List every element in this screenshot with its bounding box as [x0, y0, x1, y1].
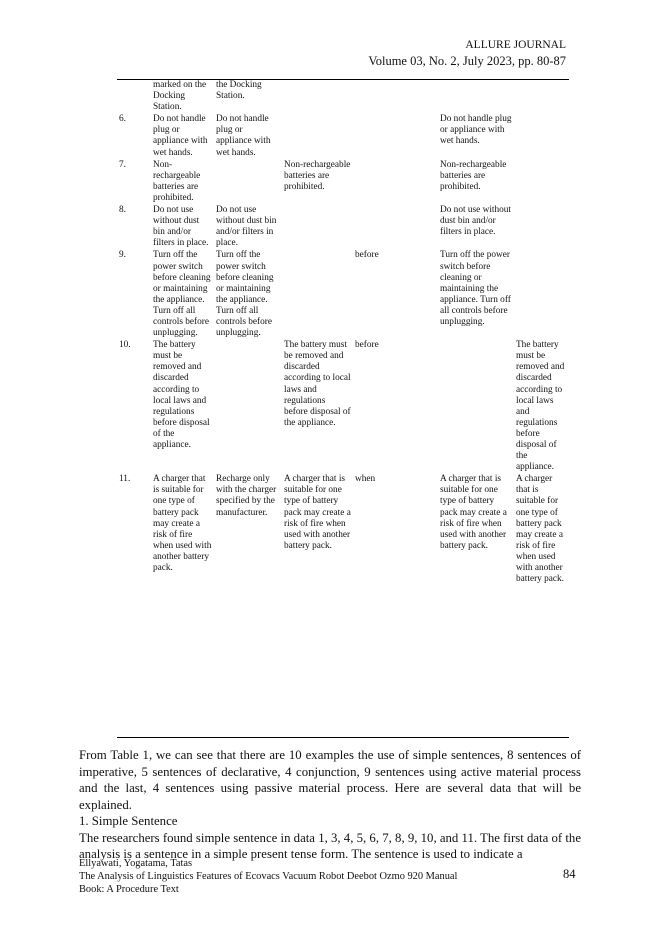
footer-authors: Ellyawati, Yogatama, Tatas [79, 858, 193, 869]
paragraph-summary: From Table 1, we can see that there are 10 examples the use of simple sentences, 8 sentences of imperative, 5 sentences of declarative, 4 conjunction, 9 sentences using active material process and the last, 4 sentences using passive material process. Here are several data that will be explained. [79, 748, 581, 812]
table-cell: Do not use without dust bin and/or filters in place. [153, 205, 209, 249]
paragraph-simple-sentence: The researchers found simple sentence in data 1, 3, 4, 5, 6, 7, 8, 9, 10, and 11. The first data of the analysis is a sentence in a simple present tense form. The sentence is used to indicate a [79, 830, 581, 861]
table-cell: Recharge only with the charger specified by the manufacturer. [216, 474, 277, 518]
table-cell: Turn off the power switch before cleaning or maintaining the appliance. Turn off all controls before unplugging. [216, 250, 274, 339]
table-row [117, 340, 569, 474]
table-cell [438, 340, 514, 474]
table-cell [282, 114, 353, 159]
row-number: 7. [119, 159, 126, 170]
body-text [79, 747, 581, 863]
table-cell [514, 114, 569, 159]
table-cell [514, 80, 569, 114]
table-cell: before [355, 250, 379, 261]
table-cell [514, 160, 569, 205]
table-cell: when [355, 474, 376, 485]
table-cell: Do not use without dust bin and/or filters in place. [440, 205, 512, 238]
table-bottom-rule [117, 737, 569, 738]
table-cell [514, 250, 569, 340]
table-cell: Turn off the power switch before cleaning or maintaining the appliance. Turn off all controls before unplugging. [153, 250, 211, 339]
table-cell [214, 160, 282, 205]
row-number: 9. [119, 250, 126, 261]
table-cell [282, 80, 353, 114]
table-cell [353, 114, 438, 159]
table-cell: Do not handle plug or appliance with wet hands. [216, 114, 271, 158]
table-row [117, 80, 569, 114]
table-cell [353, 80, 438, 114]
table-cell: Non-rechargeable batteries are prohibited. [440, 159, 507, 192]
page-number: 84 [563, 867, 576, 881]
table-cell: Do not use without dust bin and/or filters in place. [216, 205, 277, 249]
table-cell: A charger that is suitable for one type of battery pack may create a risk of fire when used with another battery pack. [153, 474, 212, 574]
footer-title-line2: Book: A Procedure Text [79, 884, 179, 896]
journal-header [368, 38, 566, 69]
journal-name: ALLURE JOURNAL [465, 39, 566, 51]
table-row [117, 114, 569, 159]
footer-citation [79, 857, 457, 897]
row-number: 10. [119, 340, 131, 351]
table-cell: Do not handle plug or appliance with wet hands. [153, 114, 208, 158]
row-number [117, 80, 151, 114]
table-row [117, 205, 569, 250]
table-cell: A charger that is suitable for one type of battery pack may create a risk of fire when used with another battery pack. [284, 474, 351, 551]
journal-volume: Volume 03, No. 2, July 2023, pp. 80-87 [368, 54, 566, 68]
footer-title-line1: The Analysis of Linguistics Features of Ecovacs Vacuum Robot Deebot Ozmo 920 Manual [79, 871, 458, 883]
row-number: 11. [119, 474, 131, 485]
section-heading-simple-sentence: 1. Simple Sentence [79, 814, 178, 828]
table-cell [282, 250, 353, 340]
table-cell [214, 340, 282, 474]
table-row [117, 250, 569, 340]
table-cell: A charger that is suitable for one type of battery pack may create a risk of fire when used with another battery pack. [440, 474, 507, 551]
table-cell [353, 205, 438, 250]
analysis-table [117, 80, 569, 586]
table-body [117, 80, 569, 586]
table-cell: The battery must be removed and discarded according to local laws and regulations before disposal of the appliance. [516, 340, 565, 473]
table-cell [353, 160, 438, 205]
table-cell: Non-rechargeable batteries are prohibited. [153, 159, 201, 203]
table-cell [282, 205, 353, 250]
table-cell [514, 205, 569, 250]
table-cell: Turn off the power switch before cleaning or maintaining the appliance. Turn off all controls before unplugging. [440, 250, 511, 327]
table-cell: marked on the Docking Station. [153, 80, 207, 113]
row-number: 6. [119, 114, 126, 125]
table-cell: the Docking Station. [216, 80, 262, 102]
table-cell: The battery must be removed and discarded according to local laws and regulations before disposal of the appliance. [153, 340, 210, 450]
table-row [117, 160, 569, 205]
row-number: 8. [119, 205, 126, 216]
table-cell: A charger that is suitable for one type of battery pack may create a risk of fire when used with another battery pack. [516, 474, 565, 585]
table-row [117, 474, 569, 586]
table-cell: The battery must be removed and discarded according to local laws and regulations before disposal of the appliance. [284, 340, 351, 428]
table-cell: Do not handle plug or appliance with wet hands. [440, 114, 512, 147]
table-cell: Non-rechargeable batteries are prohibited. [284, 159, 351, 192]
table-cell [438, 80, 514, 114]
table-cell: before [355, 340, 379, 351]
